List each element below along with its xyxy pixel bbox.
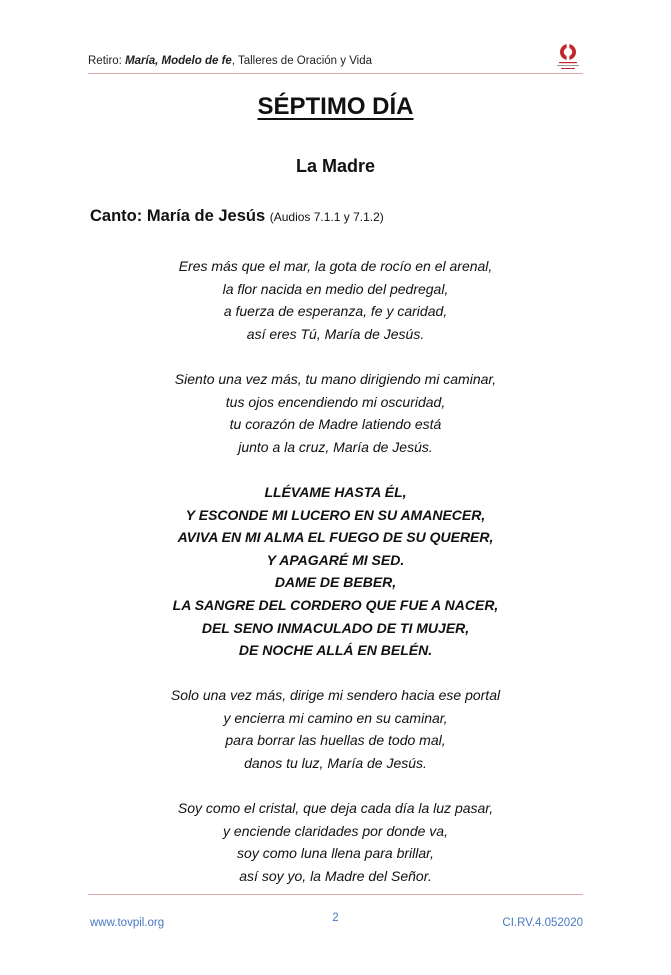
lyric-line: DE NOCHE ALLÁ EN BELÉN.	[238, 642, 433, 659]
lyric-line: la flor nacida en medio del pedregal,	[222, 280, 449, 297]
lyric-line: LA SANGRE DEL CORDERO QUE FUE A NACER,	[172, 596, 499, 613]
lyric-line: junto a la cruz, María de Jesús.	[238, 438, 433, 455]
lyric-line: para borrar las huellas de todo mal,	[225, 732, 446, 749]
header-suffix: , Talleres de Oración y Vida	[231, 55, 373, 67]
lyric-line: tu corazón de Madre latiendo está	[229, 416, 442, 433]
lyric-line: a fuerza de esperanza, fe y caridad,	[223, 303, 448, 320]
lyric-line: DEL SENO INMACULADO DE TI MUJER,	[201, 619, 470, 636]
lyric-line: Soy como el cristal, que deja cada día la luz pasar,	[177, 800, 494, 817]
lyric-line: así eres Tú, María de Jesús.	[246, 325, 425, 342]
lyric-line: Y APAGARÉ MI SED.	[266, 551, 405, 568]
lyric-line: y encierra mi camino en su caminar,	[223, 709, 448, 726]
song-lyrics	[0, 255, 671, 910]
page-subtitle: La Madre	[295, 156, 376, 176]
song-heading	[90, 207, 384, 226]
chorus-stanza	[0, 481, 671, 662]
footer-divider	[88, 894, 583, 895]
lyric-line: soy como luna llena para brillar,	[237, 845, 434, 862]
page-header	[88, 51, 583, 75]
verse-stanza	[0, 797, 671, 887]
lyric-line: DAME DE BEBER,	[274, 574, 397, 591]
verse-stanza	[0, 684, 671, 774]
verse-stanza	[0, 368, 671, 458]
header-text	[88, 55, 372, 67]
lyric-line: tus ojos encendiendo mi oscuridad,	[225, 393, 446, 410]
lyric-line: danos tu luz, María de Jesús.	[244, 755, 427, 772]
page-number: 2	[332, 912, 339, 924]
lyric-line: Solo una vez más, dirige mi sendero hacia ese portal	[170, 687, 501, 704]
lyric-line: Siento una vez más, tu mano dirigiendo mi caminar,	[174, 370, 497, 387]
lyric-line: así soy yo, la Madre del Señor.	[239, 868, 432, 885]
header-retreat-title: María, Modelo de fe	[125, 55, 232, 67]
website-link[interactable]: www.tovpil.org	[90, 917, 165, 929]
lyric-line: Eres más que el mar, la gota de rocío en el arenal,	[178, 258, 493, 274]
lyric-line: y enciende claridades por donde va,	[223, 822, 448, 839]
lyric-line: AVIVA EN MI ALMA EL FUEGO DE SU QUERER,	[177, 529, 494, 546]
document-code: CI.RV.4.052020	[502, 917, 583, 929]
lyric-line: LLÉVAME HASTA ÉL,	[264, 483, 407, 500]
audio-reference: (Audios 7.1.1 y 7.1.2)	[269, 210, 384, 224]
page-title: SÉPTIMO DÍA	[257, 93, 414, 120]
header-prefix: Retiro:	[88, 55, 126, 67]
lyric-line: Y ESCONDE MI LUCERO EN SU AMANECER,	[185, 506, 486, 523]
verse-stanza	[0, 255, 671, 345]
header-divider	[88, 73, 583, 74]
song-title: Canto: María de Jesús	[90, 207, 266, 225]
tov-logo-icon	[553, 41, 583, 71]
